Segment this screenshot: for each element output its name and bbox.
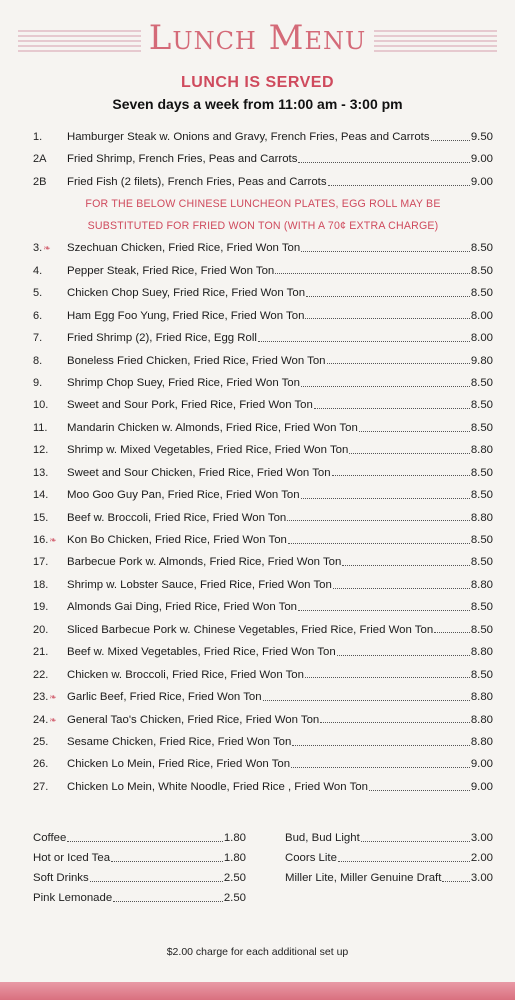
- dot-leader: [338, 860, 470, 862]
- item-number: [33, 148, 67, 170]
- menu-item: [33, 126, 493, 148]
- menu-item: [33, 439, 493, 461]
- item-number-text: 6.: [33, 309, 43, 322]
- item-price: 8.80: [470, 578, 493, 591]
- menu-item: [33, 529, 493, 551]
- western-items: [33, 126, 493, 193]
- item-name: Sweet and Sour Chicken, Fried Rice, Fried Won Ton: [67, 466, 331, 479]
- page-title: Lunch Menu: [0, 18, 515, 58]
- item-number: [33, 126, 67, 148]
- dot-leader: [298, 161, 469, 163]
- item-number-text: 5.: [33, 287, 43, 300]
- item-number: [33, 507, 67, 529]
- item-number-text: 11.: [33, 421, 48, 434]
- item-number-text: 7.: [33, 332, 43, 345]
- item-price: 8.50: [470, 668, 493, 681]
- item-name: Fried Shrimp (2), Fried Rice, Egg Roll: [67, 332, 257, 345]
- item-number-text: 22.: [33, 668, 49, 681]
- dot-leader: [305, 317, 469, 319]
- menu-item: [33, 237, 493, 259]
- menu-item: [33, 686, 493, 708]
- chili-pepper-icon: ❧: [49, 692, 57, 703]
- bottom-bar: [0, 982, 515, 1000]
- menu-list: [33, 126, 493, 798]
- drink-price: 1.80: [223, 832, 246, 844]
- item-price: 8.80: [470, 713, 493, 726]
- dot-leader: [90, 880, 223, 882]
- item-number-text: 2B: [33, 175, 47, 188]
- dot-leader: [328, 184, 470, 186]
- served-heading: LUNCH IS SERVED: [180, 74, 334, 91]
- menu-item: [33, 372, 493, 394]
- dot-leader: [361, 840, 470, 842]
- item-number: [33, 641, 67, 663]
- item-number-text: 16.: [33, 534, 49, 546]
- dot-leader: [349, 452, 470, 454]
- drink-price: 2.50: [223, 872, 246, 884]
- drink-name: Hot or Iced Tea: [33, 852, 111, 864]
- item-price: 8.50: [470, 534, 493, 546]
- item-number-text: 18.: [33, 578, 49, 591]
- drink-item: [285, 868, 493, 888]
- dot-leader: [275, 272, 470, 274]
- drink-price: 3.00: [470, 832, 493, 844]
- item-price: 8.50: [470, 466, 493, 479]
- dot-leader: [263, 699, 470, 701]
- item-number-text: 15.: [33, 511, 49, 524]
- dot-leader: [298, 609, 470, 611]
- item-name: Fried Fish (2 filets), French Fries, Peas and Carrots: [67, 175, 327, 188]
- menu-item: [33, 260, 493, 282]
- item-number-text: 24.: [33, 713, 49, 726]
- drink-item: [33, 828, 246, 848]
- item-name: Sliced Barbecue Pork w. Chinese Vegetables, Fried Rice, Fried Won Ton: [67, 623, 434, 636]
- dot-leader: [442, 880, 469, 882]
- item-number: [33, 731, 67, 753]
- menu-item: [33, 327, 493, 349]
- drink-item: [33, 848, 246, 868]
- menu-item: [33, 641, 493, 663]
- item-name: Almonds Gai Ding, Fried Rice, Fried Won Ton: [67, 601, 298, 614]
- item-number: [33, 439, 67, 461]
- item-number-text: 27.: [33, 780, 49, 793]
- dot-leader: [288, 542, 470, 544]
- drinks-left: [33, 828, 246, 908]
- item-price: 8.50: [470, 601, 493, 614]
- dot-leader: [434, 631, 470, 633]
- drink-item: [33, 868, 246, 888]
- menu-item: [33, 664, 493, 686]
- menu-item: [33, 417, 493, 439]
- item-number-text: 8.: [33, 354, 43, 367]
- dot-leader: [369, 789, 470, 791]
- item-number: [33, 551, 67, 573]
- dot-leader: [113, 900, 223, 902]
- dot-leader: [67, 840, 222, 842]
- dot-leader: [359, 430, 470, 432]
- item-number: [33, 484, 67, 506]
- item-number: [33, 260, 67, 282]
- item-price: 8.50: [470, 287, 493, 300]
- item-price: 8.50: [470, 623, 493, 636]
- item-name: Fried Shrimp, French Fries, Peas and Carrots: [67, 153, 298, 166]
- dot-leader: [301, 250, 470, 252]
- item-number-text: 2A: [33, 153, 47, 166]
- item-price: 9.00: [470, 758, 493, 771]
- chili-pepper-icon: ❧: [43, 243, 51, 254]
- dot-leader: [337, 654, 470, 656]
- dot-leader: [287, 519, 470, 521]
- item-name: Boneless Fried Chicken, Fried Rice, Fried Won Ton: [67, 354, 326, 367]
- item-name: Sweet and Sour Pork, Fried Rice, Fried Won Ton: [67, 399, 313, 412]
- drink-name: Soft Drinks: [33, 872, 89, 884]
- item-name: Beef w. Broccoli, Fried Rice, Fried Won Ton: [67, 511, 287, 524]
- item-number-text: 9.: [33, 376, 43, 389]
- item-name: Kon Bo Chicken, Fried Rice, Fried Won Ton: [67, 534, 287, 546]
- drink-name: Coffee: [33, 832, 67, 844]
- item-price: 9.00: [470, 175, 493, 188]
- menu-item: [33, 507, 493, 529]
- menu-item: [33, 350, 493, 372]
- menu-item: [33, 171, 493, 193]
- item-price: 8.50: [470, 421, 493, 434]
- menu-item: [33, 305, 493, 327]
- item-number: [33, 282, 67, 304]
- dot-leader: [292, 744, 470, 746]
- dot-leader: [332, 474, 470, 476]
- item-number: [33, 709, 67, 731]
- item-price: 8.50: [470, 242, 493, 255]
- item-number-text: 12.: [33, 444, 49, 457]
- item-price: 8.50: [470, 376, 493, 389]
- dot-leader: [333, 587, 470, 589]
- item-price: 8.00: [470, 309, 493, 322]
- dot-leader: [320, 721, 470, 723]
- item-number-text: 1.: [33, 131, 43, 143]
- item-number-text: 4.: [33, 264, 43, 277]
- item-number: [33, 529, 67, 551]
- menu-item: [33, 596, 493, 618]
- item-number-text: 26.: [33, 758, 49, 771]
- drink-item: [285, 828, 493, 848]
- item-number: [33, 327, 67, 349]
- item-name: Chicken w. Broccoli, Fried Rice, Fried Won Ton: [67, 668, 304, 681]
- menu-item: [33, 619, 493, 641]
- item-name: General Tao's Chicken, Fried Rice, Fried Won Ton: [67, 713, 320, 726]
- drink-name: Bud, Bud Light: [285, 832, 360, 844]
- item-number-text: 25.: [33, 735, 49, 748]
- item-price: 8.80: [470, 735, 493, 748]
- dot-leader: [314, 407, 470, 409]
- item-price: 9.80: [470, 354, 493, 367]
- item-name: Ham Egg Foo Yung, Fried Rice, Fried Won Ton: [67, 309, 305, 322]
- item-number: [33, 753, 67, 775]
- item-number: [33, 776, 67, 798]
- dot-leader: [431, 139, 470, 141]
- item-number-text: 21.: [33, 646, 49, 659]
- item-number: [33, 686, 67, 708]
- item-number-text: 23.: [33, 691, 49, 704]
- dot-leader: [301, 497, 470, 499]
- item-name: Chicken Lo Mein, White Noodle, Fried Rice , Fried Won Ton: [67, 780, 368, 793]
- item-name: Beef w. Mixed Vegetables, Fried Rice, Fried Won Ton: [67, 646, 336, 659]
- item-name: Sesame Chicken, Fried Rice, Fried Won Ton: [67, 735, 292, 748]
- dot-leader: [342, 564, 469, 566]
- item-number: [33, 596, 67, 618]
- drink-item: [285, 848, 493, 868]
- item-number: [33, 417, 67, 439]
- item-number: [33, 462, 67, 484]
- dot-leader: [306, 295, 470, 297]
- item-price: 9.50: [470, 131, 493, 143]
- drink-price: 3.00: [470, 872, 493, 884]
- dot-leader: [327, 362, 470, 364]
- menu-item: [33, 731, 493, 753]
- item-price: 8.50: [470, 489, 493, 502]
- item-number: [33, 237, 67, 259]
- item-name: Pepper Steak, Fried Rice, Fried Won Ton: [67, 264, 275, 277]
- item-price: 8.80: [470, 691, 493, 704]
- item-name: Moo Goo Guy Pan, Fried Rice, Fried Won Ton: [67, 489, 300, 502]
- item-number: [33, 664, 67, 686]
- item-name: Mandarin Chicken w. Almonds, Fried Rice, Fried Won Ton: [67, 421, 358, 434]
- item-number-text: 17.: [33, 556, 49, 569]
- item-number-text: 13.: [33, 466, 49, 479]
- menu-item: [33, 282, 493, 304]
- item-number: [33, 305, 67, 327]
- menu-item: [33, 462, 493, 484]
- item-number: [33, 574, 67, 596]
- footer-note: $2.00 charge for each additional set up: [166, 946, 349, 958]
- dot-leader: [291, 766, 470, 768]
- dot-leader: [301, 385, 470, 387]
- substitution-note: [33, 193, 493, 237]
- item-name: Szechuan Chicken, Fried Rice, Fried Won Ton: [67, 242, 301, 255]
- item-number-text: 19.: [33, 601, 49, 614]
- drink-name: Miller Lite, Miller Genuine Draft: [285, 872, 442, 884]
- item-number: [33, 394, 67, 416]
- item-price: 8.80: [470, 444, 493, 457]
- menu-item: [33, 776, 493, 798]
- chinese-items: [33, 237, 493, 798]
- menu-item: [33, 484, 493, 506]
- menu-item: [33, 394, 493, 416]
- item-price: 8.50: [470, 399, 493, 412]
- item-price: 8.50: [470, 556, 493, 569]
- dot-leader: [305, 676, 470, 678]
- item-number-text: 10.: [33, 399, 49, 412]
- item-price: 8.00: [470, 332, 493, 345]
- note-line-1: FOR THE BELOW CHINESE LUNCHEON PLATES, EGG ROLL MAY BE: [85, 198, 441, 211]
- menu-item: [33, 709, 493, 731]
- item-number: [33, 350, 67, 372]
- note-line-2: SUBSTITUTED FOR FRIED WON TON (WITH A 70¢ EXTRA CHARGE): [87, 220, 439, 233]
- drink-price: 2.00: [470, 852, 493, 864]
- item-name: Garlic Beef, Fried Rice, Fried Won Ton: [67, 691, 262, 704]
- item-number-text: 14.: [33, 489, 49, 502]
- menu-item: [33, 551, 493, 573]
- item-price: 9.00: [470, 780, 493, 793]
- item-name: Shrimp Chop Suey, Fried Rice, Fried Won Ton: [67, 376, 300, 389]
- item-name: Chicken Lo Mein, Fried Rice, Fried Won Ton: [67, 758, 291, 771]
- item-price: 8.50: [470, 264, 493, 277]
- drink-price: 1.80: [223, 852, 246, 864]
- drink-price: 2.50: [223, 892, 246, 904]
- menu-item: [33, 753, 493, 775]
- item-number: [33, 619, 67, 641]
- chili-pepper-icon: ❧: [49, 714, 57, 725]
- item-price: 8.80: [470, 511, 493, 524]
- item-name: Shrimp w. Lobster Sauce, Fried Rice, Fried Won Ton: [67, 578, 332, 591]
- item-name: Hamburger Steak w. Onions and Gravy, French Fries, Peas and Carrots: [67, 131, 430, 143]
- item-number: [33, 372, 67, 394]
- item-name: Shrimp w. Mixed Vegetables, Fried Rice, Fried Won Ton: [67, 444, 349, 457]
- item-price: 9.00: [470, 153, 493, 166]
- item-price: 8.80: [470, 646, 493, 659]
- drink-name: Pink Lemonade: [33, 892, 113, 904]
- drinks-right: [285, 828, 493, 888]
- item-name: Barbecue Pork w. Almonds, Fried Rice, Fried Won Ton: [67, 556, 342, 569]
- item-number-text: 20.: [33, 623, 49, 636]
- item-name: Chicken Chop Suey, Fried Rice, Fried Won Ton: [67, 287, 306, 300]
- item-number: [33, 171, 67, 193]
- drink-name: Coors Lite: [285, 852, 337, 864]
- menu-item: [33, 574, 493, 596]
- menu-item: [33, 148, 493, 170]
- drink-item: [33, 888, 246, 908]
- hours-text: Seven days a week from 11:00 am - 3:00 pm: [112, 96, 403, 112]
- dot-leader: [258, 340, 470, 342]
- item-number-text: 3.: [33, 242, 43, 255]
- chili-pepper-icon: ❧: [49, 535, 57, 545]
- dot-leader: [111, 860, 223, 862]
